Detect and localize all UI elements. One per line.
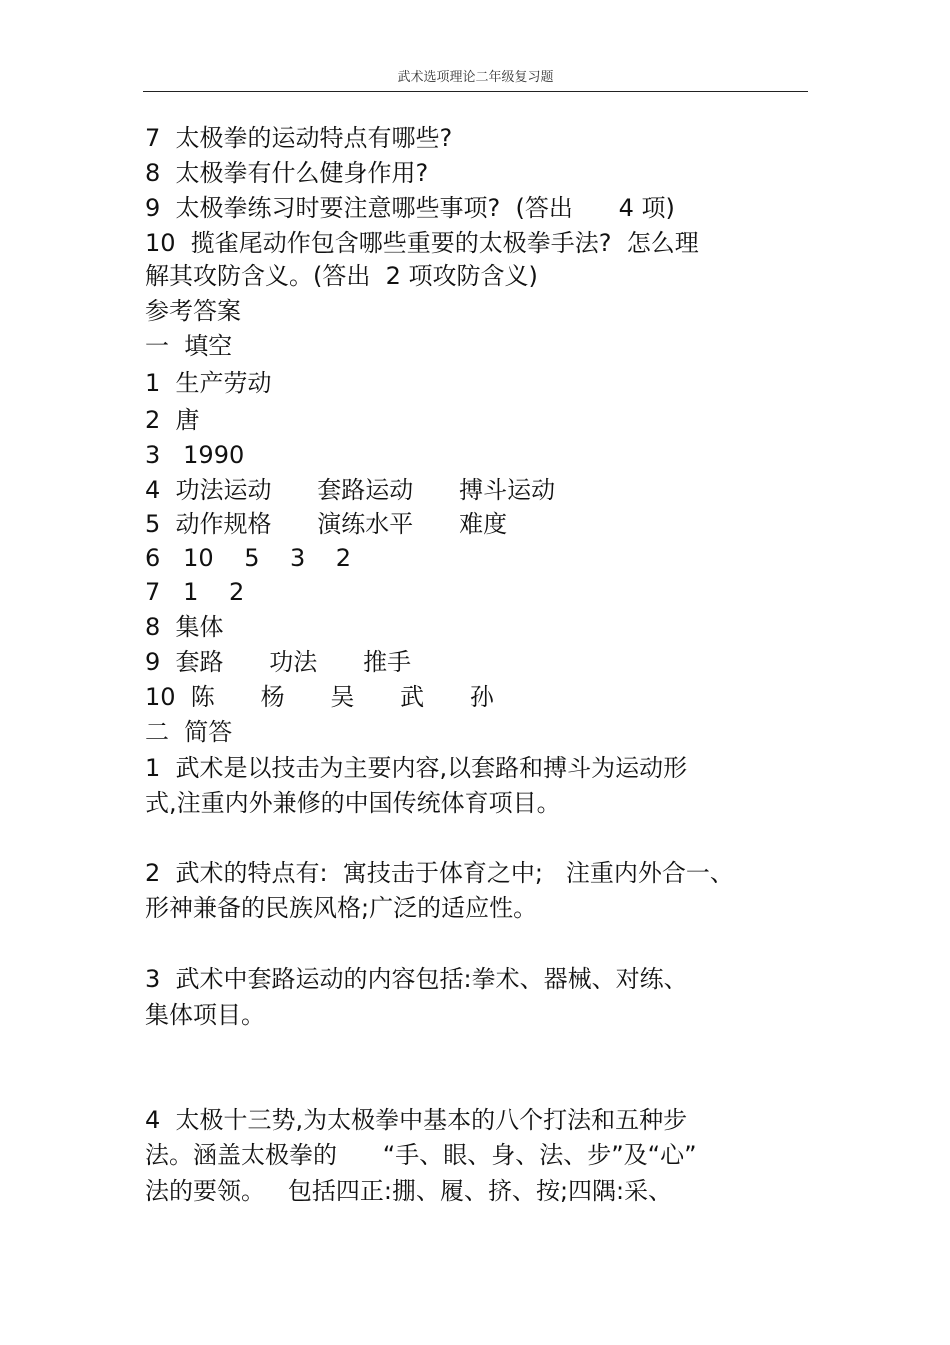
short-answer-4-line-2: 法。涵盖太极拳的 “手、眼、身、法、步”及“心” <box>145 1141 697 1169</box>
short-answer-1-line-2: 式,注重内外兼修的中国传统体育项目。 <box>145 789 561 817</box>
fill-blank-answer-8: 8 集体 <box>145 613 224 641</box>
question-10-line-1: 10 揽雀尾动作包含哪些重要的太极拳手法? 怎么理 <box>145 229 699 257</box>
fill-blank-answer-9: 9 套路 功法 推手 <box>145 648 412 676</box>
fill-blank-answer-3: 3 1990 <box>145 441 245 469</box>
header-rule <box>143 91 808 92</box>
fill-blank-answer-10: 10 陈 杨 吴 武 孙 <box>145 683 494 711</box>
fill-blank-answer-6: 6 10 5 3 2 <box>145 544 352 572</box>
short-answer-4-line-3: 法的要领。 包括四正:掤、履、挤、按;四隅:采、 <box>145 1177 673 1205</box>
page-header: 武术选项理论二年级复习题 <box>397 70 554 85</box>
short-answer-heading: 二 简答 <box>145 718 233 746</box>
short-answer-3-line-1: 3 武术中套路运动的内容包括:拳术、器械、对练、 <box>145 965 688 993</box>
question-10-line-2: 解其攻防含义。(答出 2 项攻防含义) <box>145 262 538 290</box>
question-8: 8 太极拳有什么健身作用? <box>145 159 429 187</box>
short-answer-3-line-2: 集体项目。 <box>145 1001 265 1029</box>
short-answer-2-line-1: 2 武术的特点有: 寓技击于体育之中; 注重内外合一、 <box>145 859 734 887</box>
question-7: 7 太极拳的运动特点有哪些? <box>145 124 453 152</box>
fill-blank-heading: 一 填空 <box>145 332 233 360</box>
fill-blank-answer-4: 4 功法运动 套路运动 搏斗运动 <box>145 476 556 504</box>
fill-blank-answer-2: 2 唐 <box>145 406 200 434</box>
fill-blank-answer-7: 7 1 2 <box>145 578 245 606</box>
short-answer-4-line-1: 4 太极十三势,为太极拳中基本的八个打法和五种步 <box>145 1106 688 1134</box>
short-answer-2-line-2: 形神兼备的民族风格;广泛的适应性。 <box>145 894 538 922</box>
fill-blank-answer-5: 5 动作规格 演练水平 难度 <box>145 510 508 538</box>
fill-blank-answer-1: 1 生产劳动 <box>145 369 272 397</box>
question-9: 9 太极拳练习时要注意哪些事项? (答出 4 项) <box>145 194 675 222</box>
answers-heading: 参考答案 <box>145 297 241 325</box>
short-answer-1-line-1: 1 武术是以技击为主要内容,以套路和搏斗为运动形 <box>145 754 688 782</box>
